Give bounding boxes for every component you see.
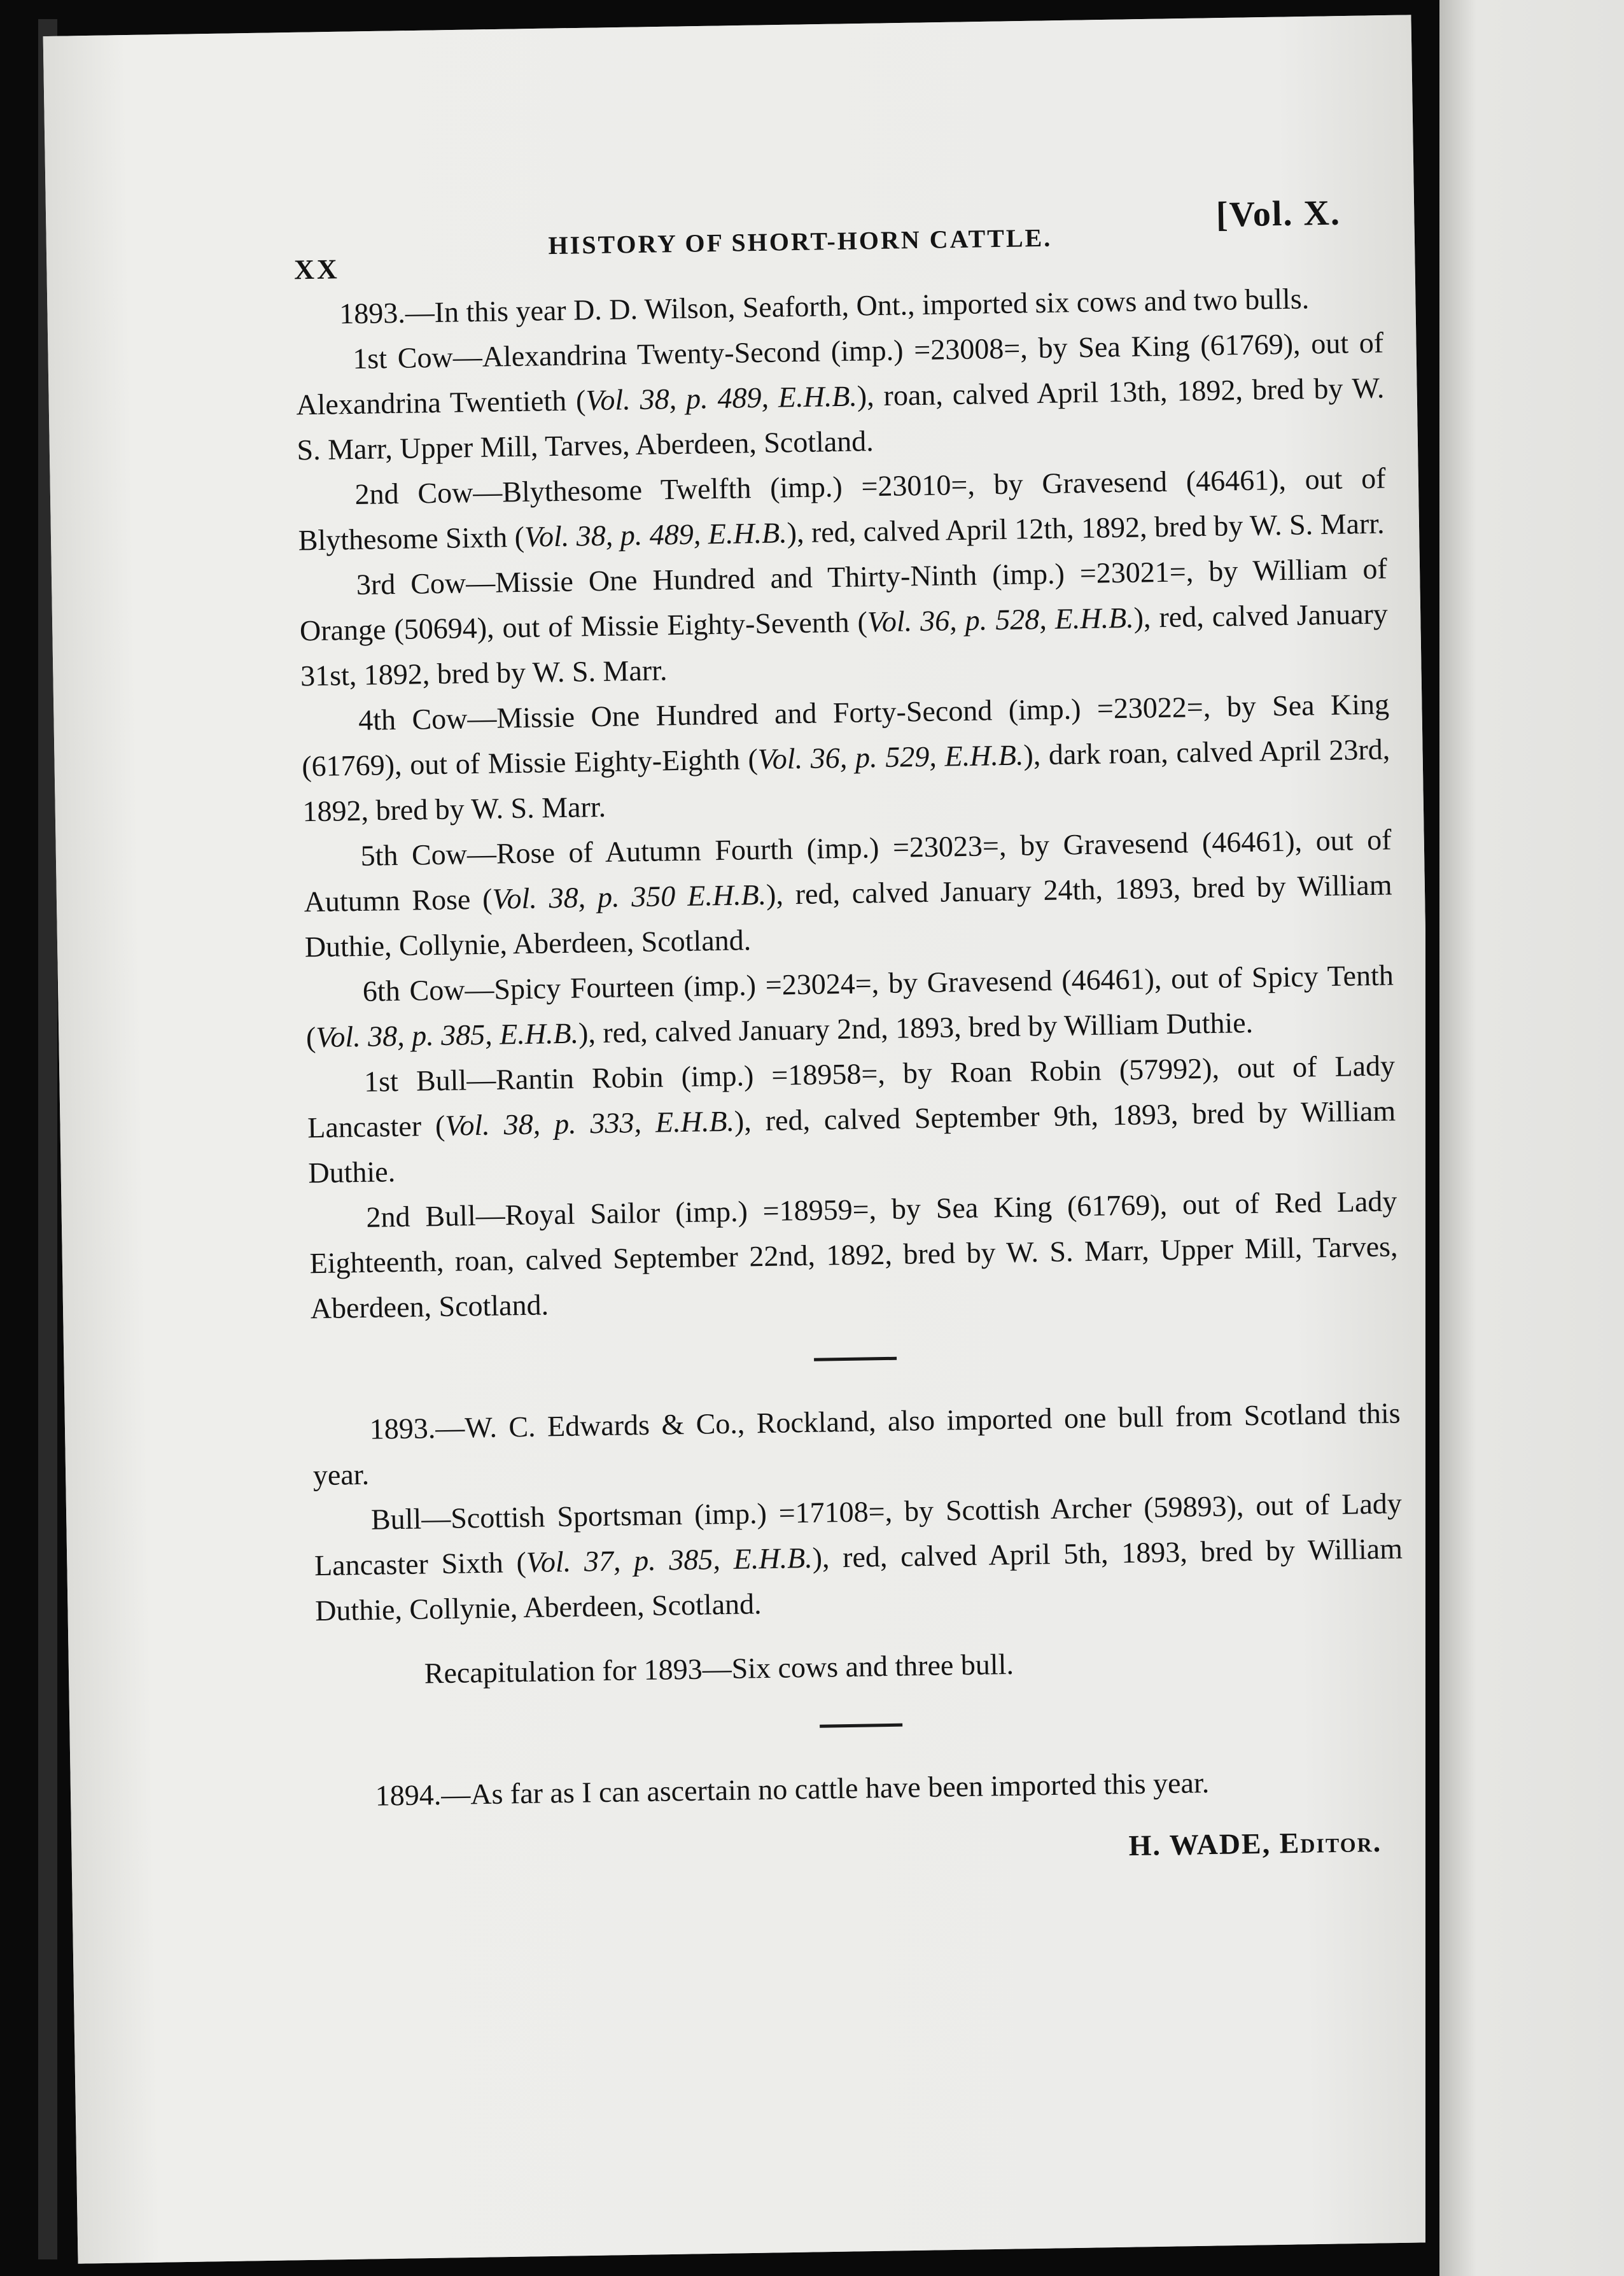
running-head: HISTORY OF SHORT-HORN CATTLE. (548, 223, 1053, 260)
facing-page (1439, 0, 1624, 2276)
page-number: XX (293, 253, 340, 286)
page-content (229, 165, 1439, 1862)
paragraph-2nd-bull: 2nd Bull—Royal Sailor (imp.) =18959=, by Sea King (61769), out of Red Lady Eighteenth, roan, calved September 22nd, 1892, bred by W. S. Marr, Upper Mill, Tarves, Aberdeen, Scotland. (309, 1184, 1398, 1325)
paragraph-2nd-cow: 2nd Cow—Blythesome Twelfth (imp.) =23010=, by Gravesend (46461), out of Blythesome Sixth (Vol. 38, p. 489, E.H.B.), red, calved April 12th, 1892, bred by W. S. Marr. (298, 461, 1386, 557)
paragraph-6th-cow: 6th Cow—Spicy Fourteen (imp.) =23024=, by Gravesend (46461), out of Spicy Tenth (Vol. 38, p. 385, E.H.B.), red, calved January 2nd, 1893, bred by William Duthie. (305, 959, 1394, 1054)
section-rule (814, 1357, 897, 1361)
paragraph-4th-cow: 4th Cow—Missie One Hundred and Forty-Second (imp.) =23022=, by Sea King (61769), out of Missie Eighty-Eighth (Vol. 36, p. 529, E.H.B.), dark roan, calved April 23rd, 1892, bred by W. S. Marr. (301, 687, 1390, 828)
volume-label: [Vol. X. (1215, 193, 1341, 235)
editor-signature: H. WADE, Editor. (1128, 1825, 1382, 1862)
paragraph-5th-cow: 5th Cow—Rose of Autumn Fourth (imp.) =23023=, by Gravesend (46461), out of Autumn Rose (Vol. 38, p. 350 E.H.B.), red, calved January 24th, 1893, bred by William Duthie, Collynie, Aberdeen, Scotland. (304, 823, 1392, 964)
body-text (295, 275, 1408, 1881)
paragraph-edwards: 1893.—W. C. Edwards & Co., Rockland, also imported one bull from Scotland this year. (312, 1396, 1401, 1492)
page-gutter (1425, 0, 1441, 2276)
paragraph-bull: Bull—Scottish Sportsman (imp.) =17108=, by Scottish Archer (59893), out of Lady Lancaster Sixth (Vol. 37, p. 385, E.H.B.), red, calved April 5th, 1893, bred by William Duthie, Collynie, Aberdeen, Scotland. (314, 1487, 1403, 1627)
paragraph-1st-bull: 1st Bull—Rantin Robin (imp.) =18958=, by Roan Robin (57992), out of Lady Lancaster (Vol. 38, p. 333, E.H.B.), red, calved September 9th, 1893, bred by William Duthie. (307, 1049, 1396, 1190)
paragraph-intro: 1893.—In this year D. D. Wilson, Seaforth, Ont., imported six cows and two bulls. (339, 282, 1310, 330)
recapitulation: Recapitulation for 1893—Six cows and three bull. (424, 1647, 1014, 1690)
page-header (229, 165, 1439, 286)
paragraph-3rd-cow: 3rd Cow—Missie One Hundred and Thirty-Ninth (imp.) =23021=, by William of Orange (50694), out of Missie Eighty-Seventh (Vol. 36, p. 528, E.H.B.), red, calved January 31st, 1892, bred by W. S. Marr. (299, 552, 1389, 692)
paragraph-1st-cow: 1st Cow—Alexandrina Twenty-Second (imp.) =23008=, by Sea King (61769), out of Alexandrina Twentieth (Vol. 38, p. 489, E.H.B.), roan, calved April 13th, 1892, bred by W. S. Marr, Upper Mill, Tarves, Aberdeen, Scotland. (296, 326, 1385, 467)
section-rule (820, 1724, 902, 1728)
paragraph-1894: 1894.—As far as I can ascertain no cattle have been imported this year. (375, 1766, 1210, 1812)
